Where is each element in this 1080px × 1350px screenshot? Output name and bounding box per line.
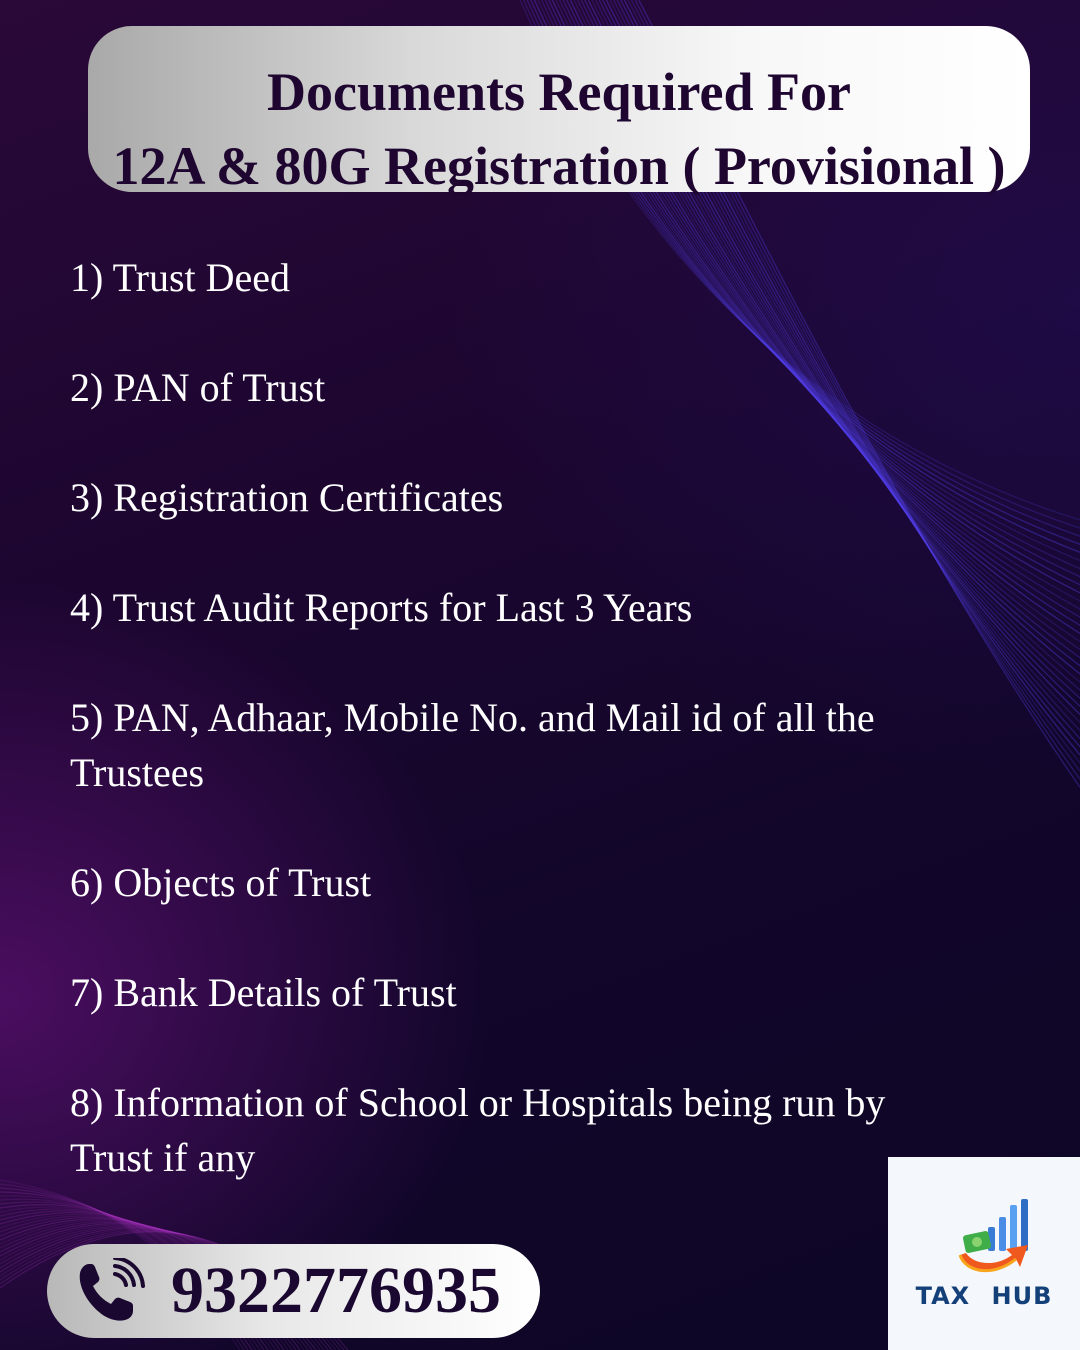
page-title-line-2: 12A & 80G Registration ( Provisional ) — [112, 136, 1006, 196]
logo-word-hub: HUB — [991, 1282, 1053, 1310]
document-item-trustee-details: 5) PAN, Adhaar, Mobile No. and Mail id of all the Trustees — [70, 695, 875, 795]
logo-word-tax: TAX — [915, 1282, 971, 1310]
document-item-trust-deed: 1) Trust Deed — [70, 255, 291, 300]
page-title-line-1: Documents Required For — [267, 62, 851, 122]
document-item-registration-certificates: 3) Registration Certificates — [70, 475, 504, 520]
document-item-audit-reports: 4) Trust Audit Reports for Last 3 Years — [70, 585, 693, 630]
document-item-pan-of-trust: 2) PAN of Trust — [70, 365, 326, 410]
document-item-objects-of-trust: 6) Objects of Trust — [70, 860, 372, 905]
document-item-bank-details: 7) Bank Details of Trust — [70, 970, 457, 1015]
document-item-school-hospital-info: 8) Information of School or Hospitals being run by Trust if any — [70, 1080, 886, 1180]
title-banner — [88, 26, 1030, 196]
phone-contact-pill[interactable] — [47, 1244, 540, 1338]
tax-hub-logo — [888, 1157, 1080, 1350]
logo-wordmark — [888, 1282, 1080, 1310]
growth-chart-logo-icon — [954, 1197, 1038, 1281]
phone-icon — [75, 1258, 145, 1324]
phone-number[interactable]: 9322776935 — [171, 1254, 501, 1327]
